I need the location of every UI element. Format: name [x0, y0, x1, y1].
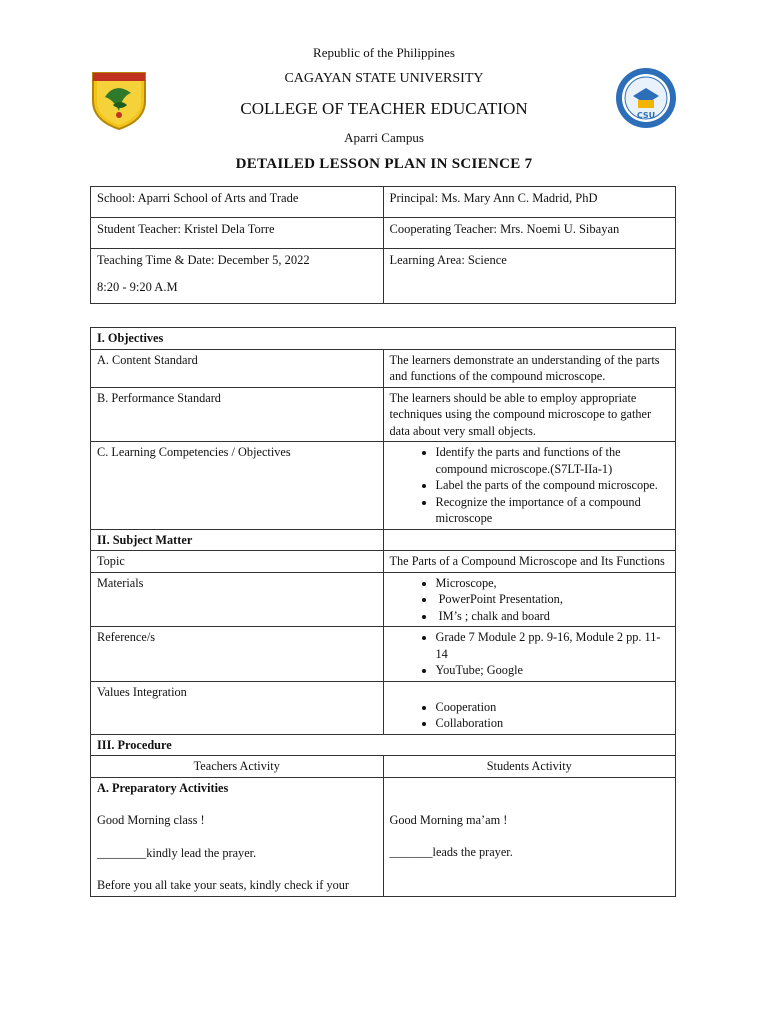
list-item: • YouTube; Google [436, 662, 670, 679]
teaching-date: Teaching Time & Date: December 5, 2022 [97, 253, 310, 267]
info-table [90, 186, 676, 304]
student-activity-cell [383, 777, 676, 896]
teachers-activity-header: Teachers Activity [91, 756, 384, 778]
list-item: • Grade 7 Module 2 pp. 9-16, Module 2 pp. 11-14 [436, 629, 670, 662]
materials-label: Materials [91, 572, 384, 627]
university-shield-logo [91, 71, 147, 131]
university-name: CAGAYAN STATE UNIVERSITY [284, 71, 484, 86]
cooperating-teacher-cell: Cooperating Teacher: Mrs. Noemi U. Sibayan [383, 218, 676, 249]
list-item: • Recognize the importance of a compound microscope [436, 494, 670, 527]
list-item: • IM’s ; chalk and board [436, 608, 670, 625]
content-standard-text: The learners demonstrate an understanding of the parts and functions of the compound microscope. [383, 349, 676, 387]
references-cell [383, 627, 676, 682]
seal-abbreviation: CSU [636, 111, 656, 120]
republic-line: Republic of the Philippines [313, 45, 455, 60]
subject-matter-heading: II. Subject Matter [91, 529, 384, 551]
list-item: • Microscope, [436, 575, 670, 592]
teacher-line: Before you all take your seats, kindly check if your [97, 878, 350, 892]
lesson-plan-table [90, 327, 676, 897]
content-standard-label: A. Content Standard [91, 349, 384, 387]
college-name: COLLEGE OF TEACHER EDUCATION [240, 99, 528, 118]
empty-cell [383, 529, 676, 551]
list-item: • Collaboration [436, 715, 670, 732]
list-item: • Identify the parts and functions of the compound microscope.(S7LT-IIa-1) [436, 444, 670, 477]
preparatory-heading: A. Preparatory Activities [97, 780, 229, 795]
teaching-time: 8:20 - 9:20 A.M [97, 279, 178, 294]
performance-standard-text: The learners should be able to employ appropriate techniques using the compound microscope to gather data about very small objects. [383, 387, 676, 442]
student-line: _______leads the prayer. [389, 845, 513, 859]
list-item: • Label the parts of the compound microscope. [436, 477, 670, 494]
objectives-heading: I. Objectives [91, 328, 676, 350]
values-label: Values Integration [91, 681, 384, 734]
teacher-activity-cell [91, 777, 384, 896]
teaching-time-cell [91, 249, 384, 304]
college-seal-logo [615, 66, 677, 130]
materials-cell [383, 572, 676, 627]
competencies-label: C. Learning Competencies / Objectives [91, 442, 384, 530]
learning-area-cell: Learning Area: Science [383, 249, 676, 304]
list-item: • Cooperation [436, 699, 670, 716]
teacher-line: ________kindly lead the prayer. [97, 845, 257, 860]
list-item: • PowerPoint Presentation, [436, 591, 670, 608]
references-label: Reference/s [91, 627, 384, 682]
student-line: Good Morning ma’am ! [389, 812, 508, 827]
topic-text: The Parts of a Compound Microscope and Its Functions [383, 551, 676, 573]
school-cell: School: Aparri School of Arts and Trade [91, 187, 384, 218]
competencies-cell [383, 442, 676, 530]
document-title: DETAILED LESSON PLAN IN SCIENCE 7 [235, 156, 533, 172]
students-activity-header: Students Activity [383, 756, 676, 778]
topic-label: Topic [91, 551, 384, 573]
teacher-line: Good Morning class ! [97, 813, 205, 827]
campus-name: Aparri Campus [344, 130, 424, 145]
procedure-heading: III. Procedure [91, 734, 676, 756]
student-teacher-cell: Student Teacher: Kristel Dela Torre [91, 218, 384, 249]
values-cell [383, 681, 676, 734]
performance-standard-label: B. Performance Standard [91, 387, 384, 442]
principal-cell: Principal: Ms. Mary Ann C. Madrid, PhD [383, 187, 676, 218]
